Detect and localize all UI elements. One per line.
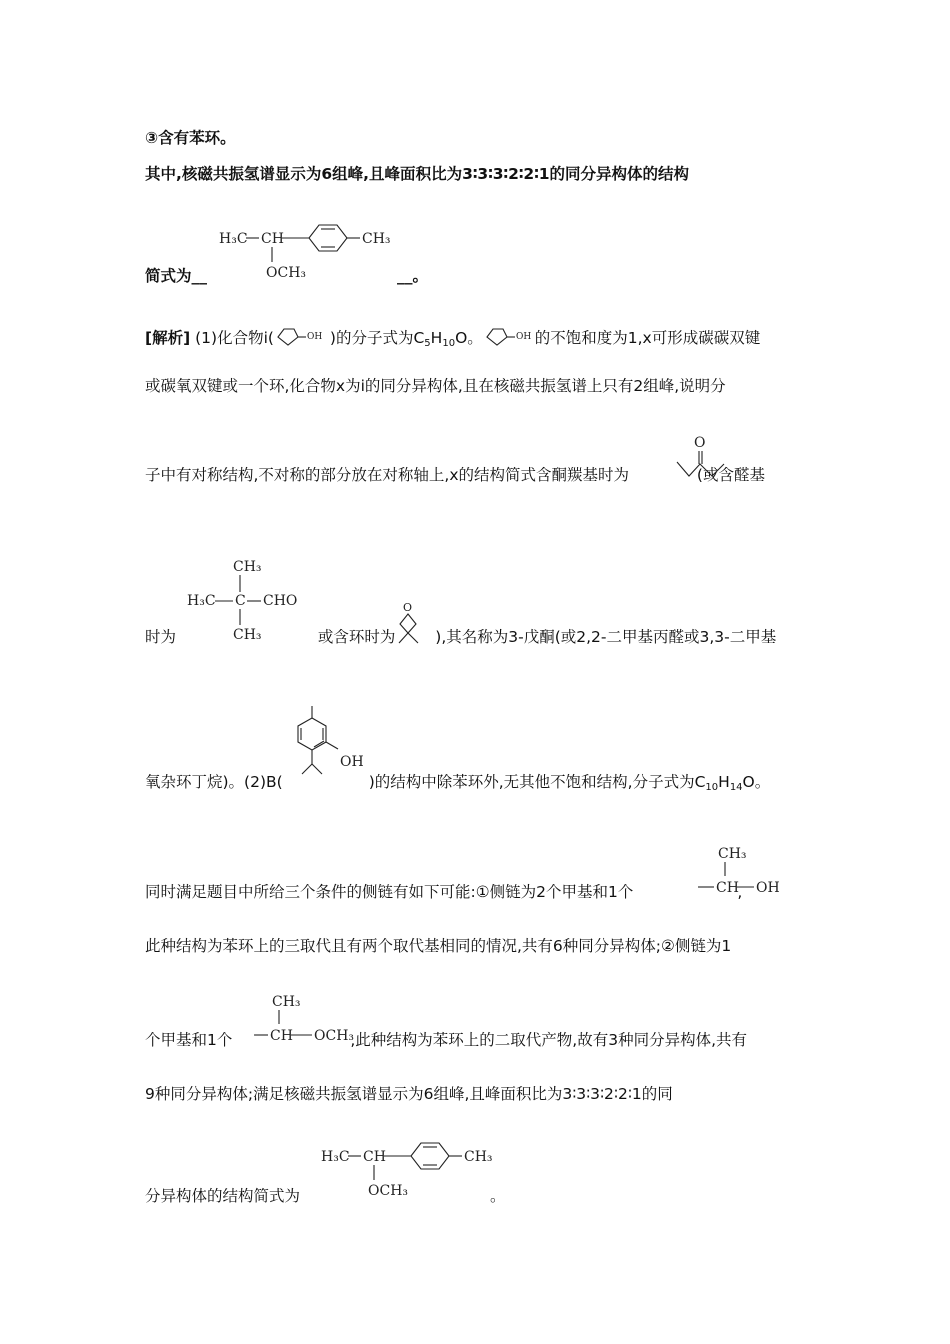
svg-text:CH: CH [716,880,739,896]
text: (或含醛基 [696,466,765,484]
text: ),其名称为3-戊酮(或2,2-二甲基丙醛或3,3-二甲基 [435,628,777,646]
svg-text:H₃C: H₃C [187,593,216,609]
answer-suffix: __。 [397,267,429,285]
analysis-label: [解析] [145,329,191,347]
analysis-line-5 [145,772,770,798]
text: 或含环时为 [317,628,396,646]
svg-text:O: O [403,601,413,614]
analysis-line-6 [145,882,742,902]
svg-text:C: C [235,593,246,609]
analysis-line-7: 此种结构为苯环上的三取代且有两个取代基相同的情况,共有6种同分异构体;②侧链为1 [145,937,732,955]
svg-text:OCH₃: OCH₃ [314,1028,355,1044]
text: 10 [705,782,719,793]
text: 10 [442,338,456,349]
text: 子中有对称结构,不对称的部分放在对称轴上,x的结构简式含酮羰基时为 [145,466,630,484]
cyclopentanol-structure [274,326,330,348]
text: H [718,773,730,791]
text: 的不饱和度为1,x可形成碳碳双键 [534,329,761,347]
text: 个甲基和1个 [145,1031,233,1049]
text: , [737,883,743,901]
text: ,此种结构为苯环上的二取代产物,故有3种同分异构体,共有 [350,1031,748,1049]
svg-text:CHO: CHO [263,593,298,609]
answer-prompt [145,266,428,286]
analysis-line-4 [145,627,776,647]
answer-prefix: 简式为__ [145,267,208,285]
text: 氧杂环丁烷)。(2)B( [145,773,283,791]
svg-text:CH₃: CH₃ [233,627,262,643]
text: O。 [742,773,771,791]
analysis-line-8 [145,1030,747,1050]
mol-h3c: H₃C [219,231,248,247]
svg-text:OH: OH [340,754,364,770]
svg-text:CH: CH [270,1028,293,1044]
text: )的结构中除苯环外,无其他不饱和结构,分子式为C [368,773,706,791]
svg-text:OCH₃: OCH₃ [368,1183,409,1199]
condition-3: ③含有苯环。 [145,129,236,147]
text: 同时满足题目中所给三个条件的侧链有如下可能:①侧链为2个甲基和1个 [145,883,634,901]
svg-text:OH: OH [756,880,780,896]
text: (1)化合物ⅰ( [195,329,274,347]
oxetane-structure [392,598,426,646]
analysis-line-9: 9种同分异构体;满足核磁共振氢谱显示为6组峰,且峰面积比为3∶3∶3∶2∶2∶1的同 [145,1085,673,1103]
text: 5 [424,338,431,349]
svg-text:CH: CH [363,1149,386,1165]
analysis-line-2: 或碳氧双键或一个环,化合物x为ⅰ的同分异构体,且在核磁共振氢谱上只有2组峰,说明分 [145,377,726,395]
text: 分异构体的结构简式为 [145,1187,301,1205]
text: H [430,329,443,347]
svg-text:CH₃: CH₃ [718,846,747,862]
text: O。 [455,329,483,347]
pentanone-structure [672,432,732,482]
svg-text:OH: OH [515,332,531,342]
analysis-line-10 [145,1186,506,1206]
svg-text:CH₃: CH₃ [233,559,262,575]
cyclopentanol-structure-2 [483,326,535,348]
text: 14 [729,782,743,793]
mol-ch3: CH₃ [362,231,391,247]
analysis-line-1 [145,326,760,354]
svg-text:H₃C: H₃C [321,1149,350,1165]
question-text: 其中,核磁共振氢谱显示为6组峰,且峰面积比为3∶3∶3∶2∶2∶1的同分异构体的结构 [145,165,690,183]
svg-text:CH₃: CH₃ [272,994,301,1010]
text: 。 [490,1187,506,1205]
svg-text:O: O [694,435,706,451]
svg-text:OH: OH [306,332,323,342]
text: )的分子式为C [329,329,425,347]
svg-text:CH₃: CH₃ [464,1149,493,1165]
text: 时为 [145,628,177,646]
mol-ch: CH [261,231,284,247]
mol-och3: OCH₃ [266,265,307,281]
